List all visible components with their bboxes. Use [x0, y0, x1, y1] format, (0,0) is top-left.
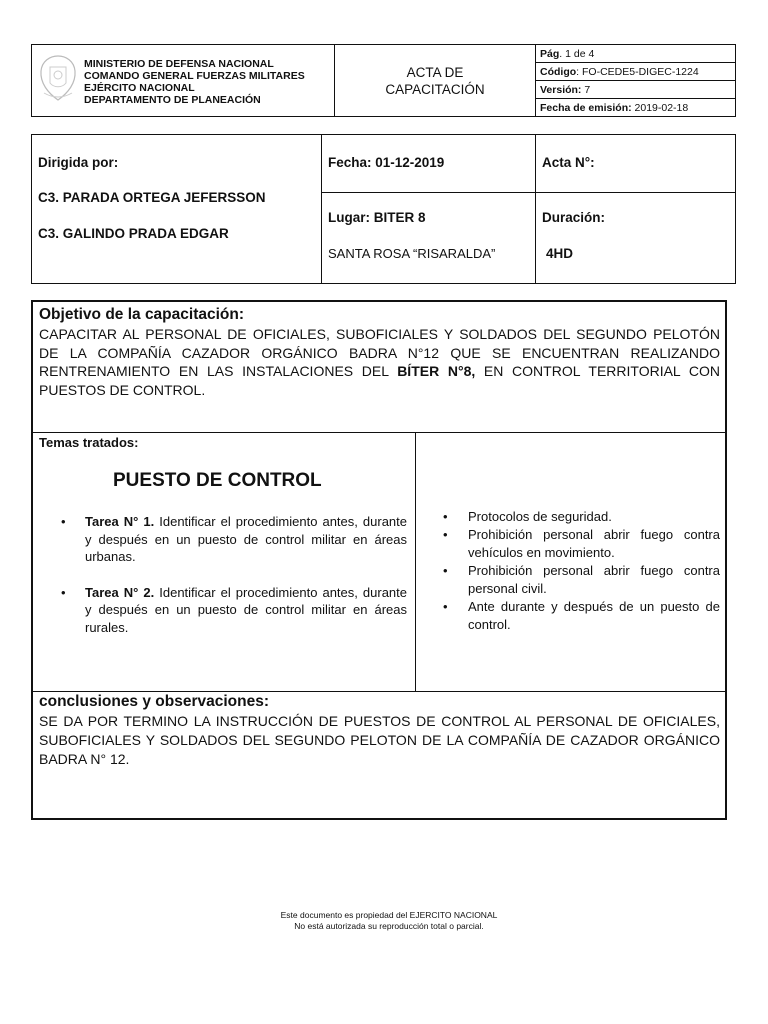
date-value: Fecha: 01-12-2019: [328, 155, 445, 170]
version-label: Versión:: [540, 83, 582, 96]
bullet-icon: •: [61, 514, 66, 529]
issue-date-label: Fecha de emisión:: [540, 101, 632, 114]
issue-date: [536, 99, 736, 117]
instructor-name: C3. GALINDO PRADA EDGAR: [38, 226, 229, 241]
column-divider: [415, 432, 416, 691]
document-version: [536, 81, 736, 99]
objective-text-bold: BÍTER N°8,: [397, 363, 476, 379]
bullet-icon: •: [443, 527, 448, 542]
task-text: Identificar el procedimiento antes, durante y después en un puesto de control militar en áreas urbanas.: [85, 514, 407, 564]
topics-heading: PUESTO DE CONTROL: [113, 470, 322, 491]
directed-by-label: Dirigida por:: [38, 155, 119, 170]
bullet-icon: •: [61, 584, 66, 600]
bullet-icon: •: [443, 599, 448, 614]
record-number-label: Acta N°:: [542, 155, 595, 170]
task-text: Identificar el procedimiento antes, durante y después en un puesto de control militar en áreas rurales.: [85, 584, 407, 635]
org-line: EJÉRCITO NACIONAL: [84, 82, 195, 94]
document-footer: [0, 910, 768, 932]
topic-text: Ante durante y después de un puesto de control.: [468, 599, 720, 632]
topic-text: Protocolos de seguridad.: [468, 509, 612, 524]
org-line: DEPARTAMENTO DE PLANEACIÓN: [84, 94, 261, 106]
list-item: [436, 598, 720, 634]
organization-cell: [32, 45, 335, 117]
divider: [33, 691, 725, 692]
objective-text-part: EN CONTROL TERRITORIAL CON PUESTOS DE CONTROL.: [39, 363, 720, 398]
page-label: Pág: [540, 47, 560, 60]
footer-line: Este documento es propiedad del EJERCITO NACIONAL: [280, 910, 498, 920]
version-value: 7: [581, 83, 591, 96]
list-item: [51, 584, 407, 637]
task-title: Tarea N° 2.: [85, 584, 155, 600]
code-value: : FO-CEDE5-DIGEC-1224: [576, 65, 699, 78]
duration-cell: [536, 193, 736, 284]
location-value: Lugar: BITER 8: [328, 210, 426, 225]
document-code: [536, 63, 736, 81]
organization-name: [84, 58, 305, 106]
objective-text: [39, 325, 720, 399]
topic-text: Prohibición personal abrir fuego contra vehículos en movimiento.: [468, 527, 720, 560]
duration-label: Duración:: [542, 210, 606, 225]
document-header: [31, 44, 736, 117]
document-title: [335, 45, 536, 117]
bullet-icon: •: [443, 509, 448, 524]
objective-text-part: CAPACITAR AL PERSONAL DE OFICIALES, SUBOFICIALES Y SOLDADOS DEL SEGUNDO PELOTÓN DE LA COMPAÑÍA CAZADOR ORGÁNICO BADRA N°12 QUE SE ENCUENTRAN REALIZANDO RENTRENAMIENTO EN LAS INSTALACIONES DEL: [39, 326, 720, 379]
page-number: [536, 45, 736, 63]
title-line: CAPACITACIÓN: [385, 81, 485, 97]
org-line: COMANDO GENERAL FUERZAS MILITARES: [84, 70, 305, 82]
list-item: [436, 508, 720, 526]
location-cell: [322, 193, 536, 284]
footer-line: No está autorizada su reproducción total o parcial.: [294, 921, 484, 931]
title-line: ACTA DE: [406, 64, 464, 80]
topic-bullet-list: [436, 508, 720, 634]
bullet-icon: •: [443, 563, 448, 578]
objective-title: Objetivo de la capacitación:: [39, 306, 245, 323]
directed-by-cell: [32, 135, 322, 284]
code-label: Código: [540, 65, 577, 78]
org-line: MINISTERIO DE DEFENSA NACIONAL: [84, 58, 274, 70]
page-value: . 1 de 4: [559, 47, 595, 60]
date-cell: [322, 135, 536, 193]
record-number-cell: [536, 135, 736, 193]
topic-text: Prohibición personal abrir fuego contra personal civil.: [468, 563, 720, 596]
task-title: Tarea N° 1.: [85, 514, 155, 529]
task-list: [51, 513, 407, 654]
army-emblem-icon: [36, 53, 80, 103]
topics-label: Temas tratados:: [39, 435, 139, 450]
content-box: [31, 300, 727, 820]
list-item: [436, 526, 720, 562]
location-detail: SANTA ROSA “RISARALDA”: [328, 246, 496, 261]
instructor-name: C3. PARADA ORTEGA JEFERSSON: [38, 190, 266, 205]
list-item: [436, 562, 720, 598]
list-item: [51, 513, 407, 566]
conclusions-text: SE DA POR TERMINO LA INSTRUCCIÓN DE PUESTOS DE CONTROL AL PERSONAL DE OFICIALES, SUBOFICIALES Y SOLDADOS DEL SEGUNDO PELOTON DE LA COMPAÑÍA DE CAZADOR ORGÁNICO BADRA N° 12.: [39, 713, 720, 767]
conclusions-title: conclusiones y observaciones:: [39, 693, 270, 710]
divider: [33, 432, 725, 433]
session-info-table: [31, 134, 736, 284]
issue-date-value: 2019-02-18: [631, 101, 689, 114]
duration-value: 4HD: [546, 246, 574, 261]
